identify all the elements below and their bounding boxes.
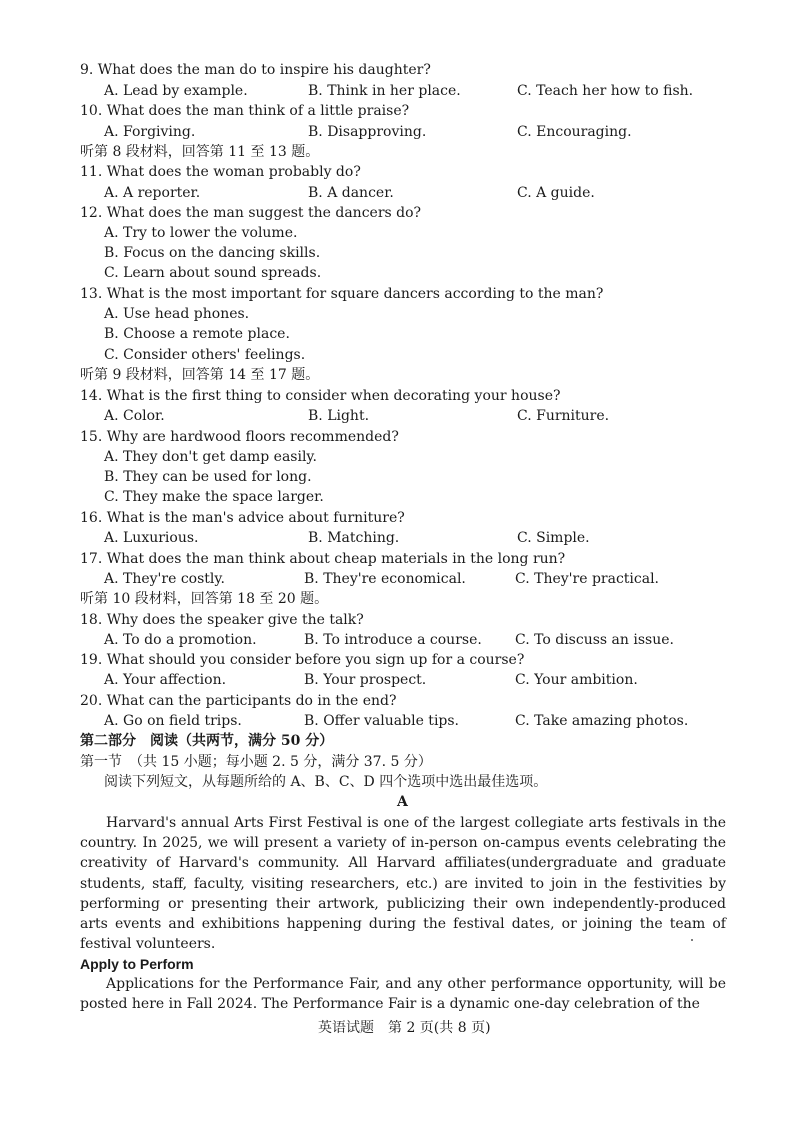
question-20-stem: 20. What can the participants do in the end? (80, 693, 397, 709)
page-footer: 英语试题 第 2 页(共 8 页) (318, 1020, 491, 1036)
section-8-instruction: 听第 8 段材料，回答第 11 至 13 题。 (80, 144, 320, 160)
question-10-stem: 10. What does the man think of a little praise? (80, 103, 410, 119)
q12-option-b: B. Focus on the dancing skills. (104, 245, 321, 261)
q20-option-c: C. Take amazing photos. (515, 713, 689, 729)
part-2-heading: 第二部分 阅读（共两节，满分 50 分） (80, 733, 334, 749)
question-19-stem: 19. What should you consider before you sign up for a course? (80, 652, 525, 668)
question-15-stem: 15. Why are hardwood floors recommended? (80, 429, 399, 445)
paragraph-1-text: Harvard's annual Arts First Festival is one of the largest collegiate arts festivals in the country. In 2025, we will present a variety of in-person on-campus events celebrating the creativity of Harvard's community. All Harvard affiliates(undergraduate and graduate students, staff, faculty, visiting researchers, etc.) are invited to join in the festivities by performing or presenting their artwork, publicizing their own independently-produced arts events and exhibitions happening during the festival dates, or joining the team of festival volunteers. (80, 815, 726, 953)
question-12-stem: 12. What does the man suggest the dancers do? (80, 205, 422, 221)
q10-option-b: B. Disapproving. (308, 124, 427, 140)
passage-paragraph-2 (80, 974, 726, 1014)
passage-paragraph-1 (80, 813, 726, 954)
q14-option-c: C. Furniture. (517, 408, 610, 424)
q11-option-b: B. A dancer. (308, 185, 394, 201)
q9-option-a: A. Lead by example. (104, 83, 248, 99)
q10-option-a: A. Forgiving. (104, 124, 196, 140)
question-11-stem: 11. What does the woman probably do? (80, 164, 361, 180)
section-9-instruction: 听第 9 段材料，回答第 14 至 17 题。 (80, 367, 320, 383)
scan-speck (691, 939, 693, 941)
q14-option-b: B. Light. (308, 408, 370, 424)
q19-option-c: C. Your ambition. (515, 672, 638, 688)
section-10-instruction: 听第 10 段材料，回答第 18 至 20 题。 (80, 591, 329, 607)
q13-option-a: A. Use head phones. (104, 306, 250, 322)
q17-option-a: A. They're costly. (104, 571, 225, 587)
q13-option-b: B. Choose a remote place. (104, 326, 290, 342)
q10-option-c: C. Encouraging. (517, 124, 632, 140)
q18-option-a: A. To do a promotion. (104, 632, 257, 648)
q12-option-c: C. Learn about sound spreads. (104, 265, 322, 281)
q14-option-a: A. Color. (104, 408, 165, 424)
q9-option-b: B. Think in her place. (308, 83, 461, 99)
q19-option-a: A. Your affection. (104, 672, 227, 688)
q20-option-b: B. Offer valuable tips. (304, 713, 460, 729)
apply-to-perform-heading: Apply to Perform (80, 956, 194, 972)
q16-option-a: A. Luxurious. (104, 530, 199, 546)
paragraph-2-text: Applications for the Performance Fair, and any other performance opportunity, will be posted here in Fall 2024. The Performance Fair is a dynamic one-day celebration of the (80, 976, 726, 1013)
q15-option-c: C. They make the space larger. (104, 489, 324, 505)
q9-option-c: C. Teach her how to fish. (517, 83, 694, 99)
q20-option-a: A. Go on field trips. (104, 713, 242, 729)
q15-option-a: A. They don't get damp easily. (104, 449, 317, 465)
q17-option-b: B. They're economical. (304, 571, 466, 587)
q12-option-a: A. Try to lower the volume. (104, 225, 298, 241)
reading-instruction: 阅读下列短文，从每题所给的 A、B、C、D 四个选项中选出最佳选项。 (104, 774, 548, 790)
question-18-stem: 18. Why does the speaker give the talk? (80, 612, 364, 628)
question-14-stem: 14. What is the first thing to consider when decorating your house? (80, 388, 561, 404)
q11-option-c: C. A guide. (517, 185, 595, 201)
question-17-stem: 17. What does the man think about cheap materials in the long run? (80, 551, 566, 567)
question-16-stem: 16. What is the man's advice about furniture? (80, 510, 405, 526)
q15-option-b: B. They can be used for long. (104, 469, 312, 485)
q16-option-b: B. Matching. (308, 530, 400, 546)
question-9-stem: 9. What does the man do to inspire his daughter? (80, 62, 431, 78)
passage-label: A (397, 794, 408, 810)
q19-option-b: B. Your prospect. (304, 672, 427, 688)
q16-option-c: C. Simple. (517, 530, 590, 546)
question-13-stem: 13. What is the most important for square dancers according to the man? (80, 286, 604, 302)
q11-option-a: A. A reporter. (104, 185, 201, 201)
q18-option-b: B. To introduce a course. (304, 632, 482, 648)
q13-option-c: C. Consider others' feelings. (104, 347, 306, 363)
q17-option-c: C. They're practical. (515, 571, 659, 587)
section-1-heading: 第一节 （共 15 小题；每小题 2. 5 分，满分 37. 5 分） (80, 754, 432, 770)
q18-option-c: C. To discuss an issue. (515, 632, 674, 648)
